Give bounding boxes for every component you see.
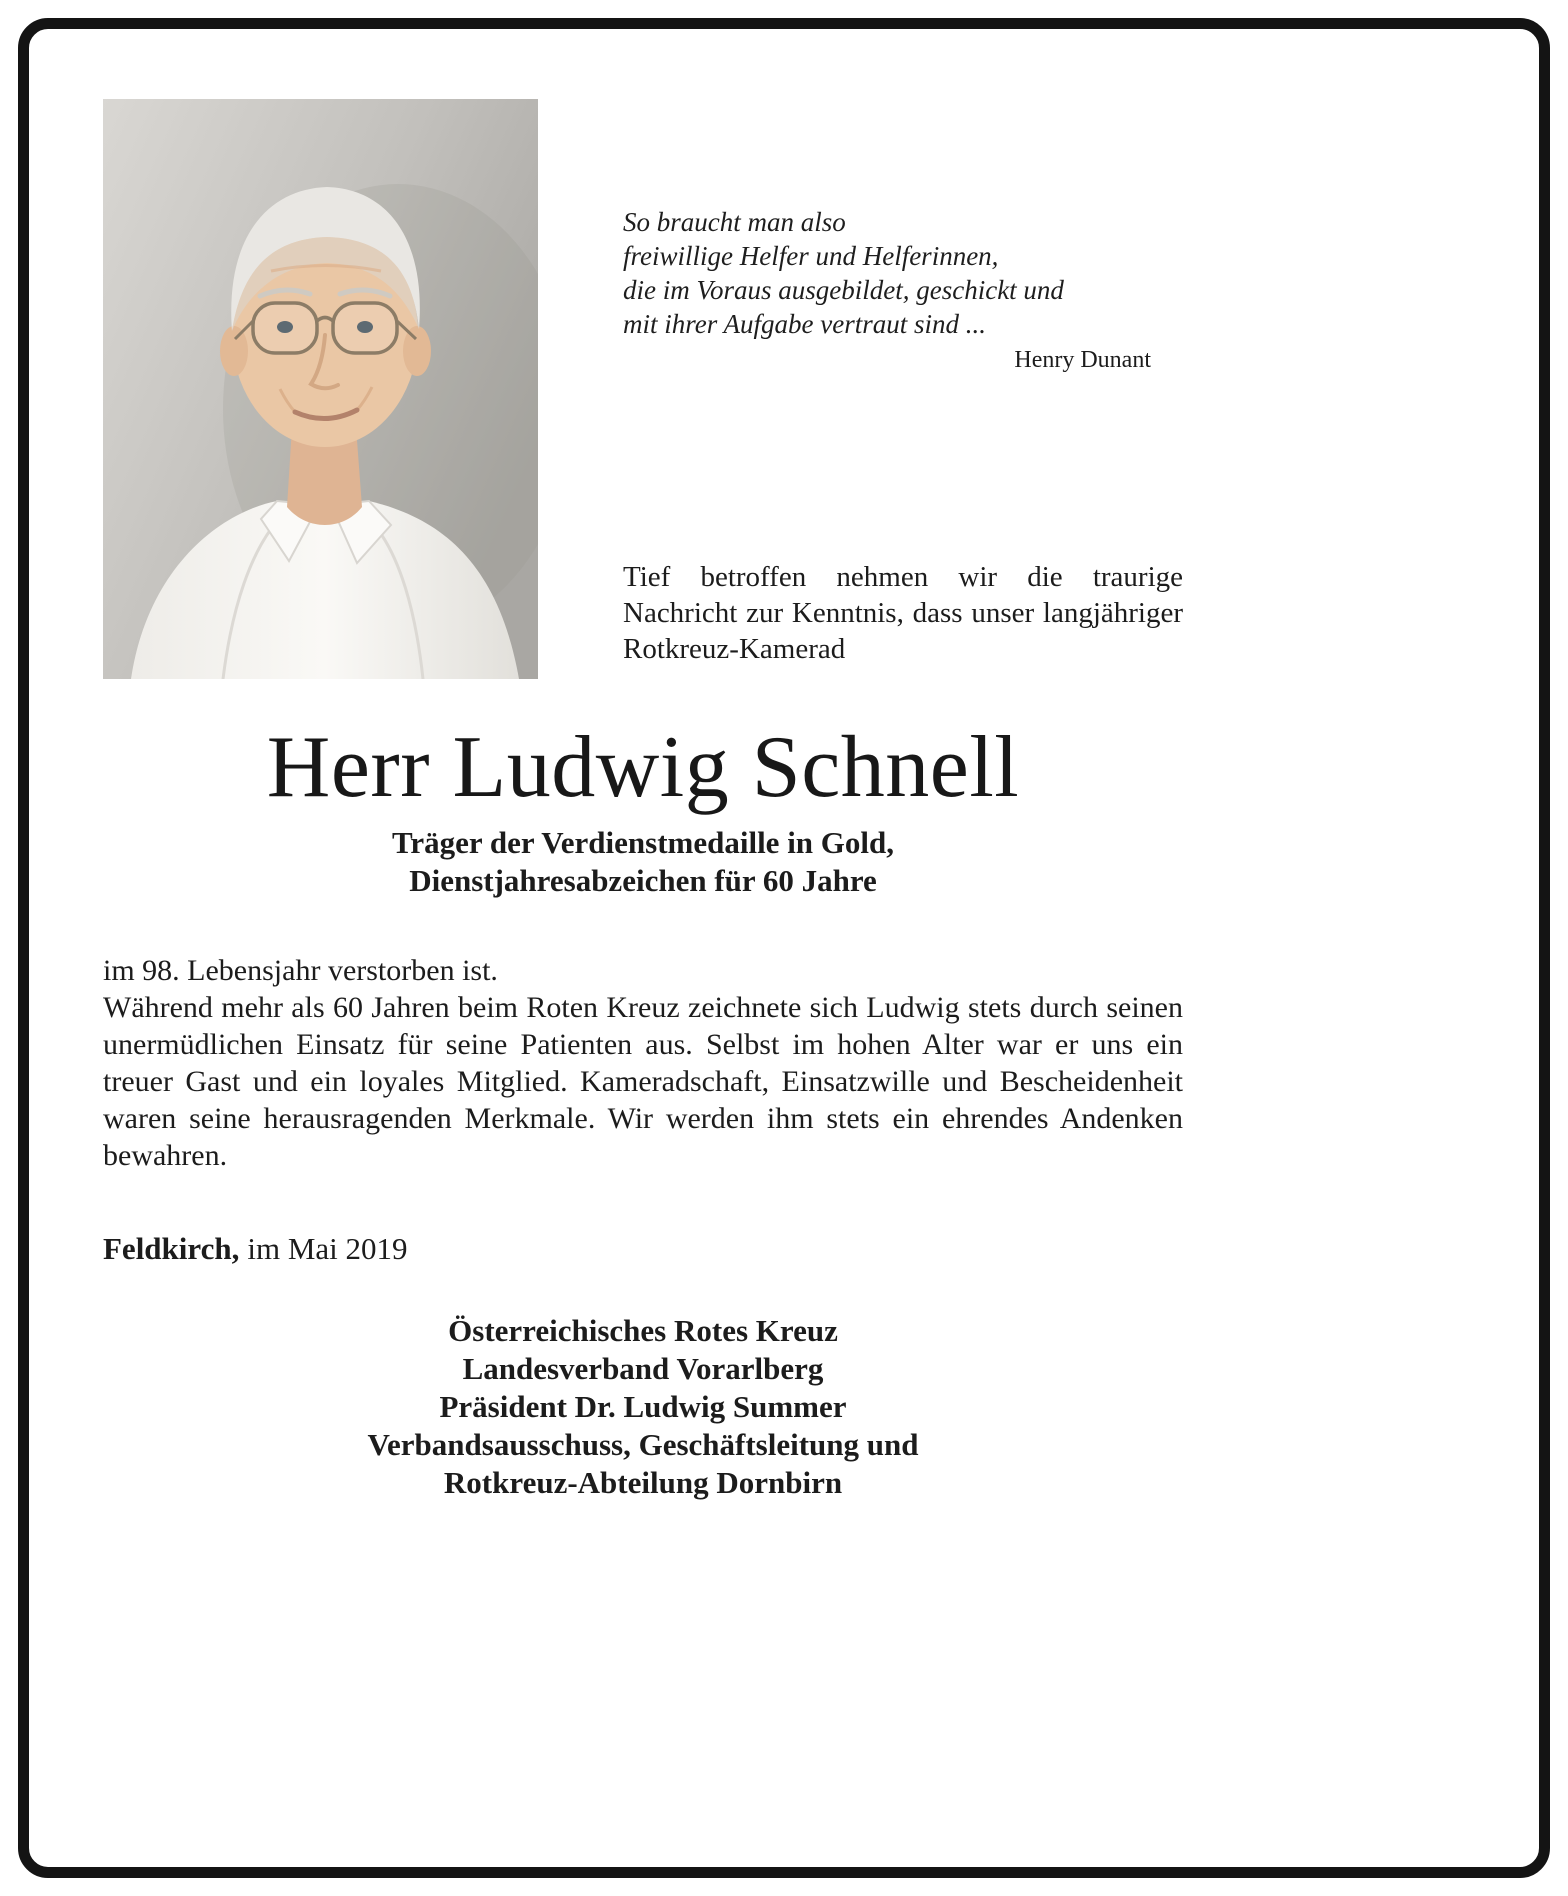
top-section bbox=[103, 99, 1183, 679]
signature-line: Rotkreuz-Abteilung Dornbirn bbox=[443, 1464, 843, 1500]
signature-line: Landesverband Vorarlberg bbox=[462, 1350, 824, 1386]
signature-line: Verbandsausschuss, Geschäftsleitung und bbox=[367, 1426, 919, 1462]
quote-line: So braucht man also bbox=[623, 207, 846, 237]
page-frame bbox=[18, 18, 1550, 1878]
signature-block bbox=[103, 1312, 1183, 1502]
portrait-photo bbox=[103, 99, 538, 679]
dateline bbox=[103, 1230, 1183, 1268]
honors-line: Dienstjahresabzeichen für 60 Jahre bbox=[409, 862, 877, 898]
portrait-photo-graphic bbox=[103, 99, 538, 679]
text-column bbox=[103, 99, 1183, 1502]
body-opening-line: im 98. Lebensjahr verstorben ist. bbox=[103, 953, 498, 987]
deceased-name: Herr Ludwig Schnell bbox=[266, 719, 1020, 816]
quote-attribution: Henry Dunant bbox=[1014, 347, 1151, 373]
quote-line: freiwillige Helfer und Helferinnen, bbox=[623, 241, 999, 271]
quote-line: die im Voraus ausgebildet, geschickt und bbox=[623, 275, 1064, 305]
dateline-place: Feldkirch, bbox=[103, 1230, 240, 1266]
intro-text: Tief betroffen nehmen wir die traurige Nachricht zur Kenntnis, dass unser langjähriger Rotkreuz-Kamerad bbox=[623, 561, 1183, 665]
body-paragraph: Während mehr als 60 Jahren beim Roten Kreuz zeichnete sich Ludwig stets durch seinen unermüdlichen Einsatz für seine Patienten aus. Selbst im hohen Alter war er uns ein treuer Gast und ein loyales Mitglied. Kameradschaft, Einsatzwille und Bescheidenheit waren seine herausragenden Merkmale. Wir werden ihm stets ein ehrendes Andenken bewahren. bbox=[103, 990, 1183, 1172]
quote-line: mit ihrer Aufgabe vertraut sind ... bbox=[623, 309, 986, 339]
honors-line: Träger der Verdienstmedaille in Gold, bbox=[391, 824, 895, 860]
body-text bbox=[103, 952, 1183, 1174]
honors-block bbox=[103, 824, 1183, 900]
page-content bbox=[29, 99, 1539, 1502]
quote bbox=[623, 205, 1183, 341]
dateline-date: im Mai 2019 bbox=[247, 1230, 408, 1266]
signature-line: Österreichisches Rotes Kreuz bbox=[448, 1312, 838, 1348]
signature-line: Präsident Dr. Ludwig Summer bbox=[439, 1388, 847, 1424]
quote-and-intro-column bbox=[623, 99, 1183, 667]
